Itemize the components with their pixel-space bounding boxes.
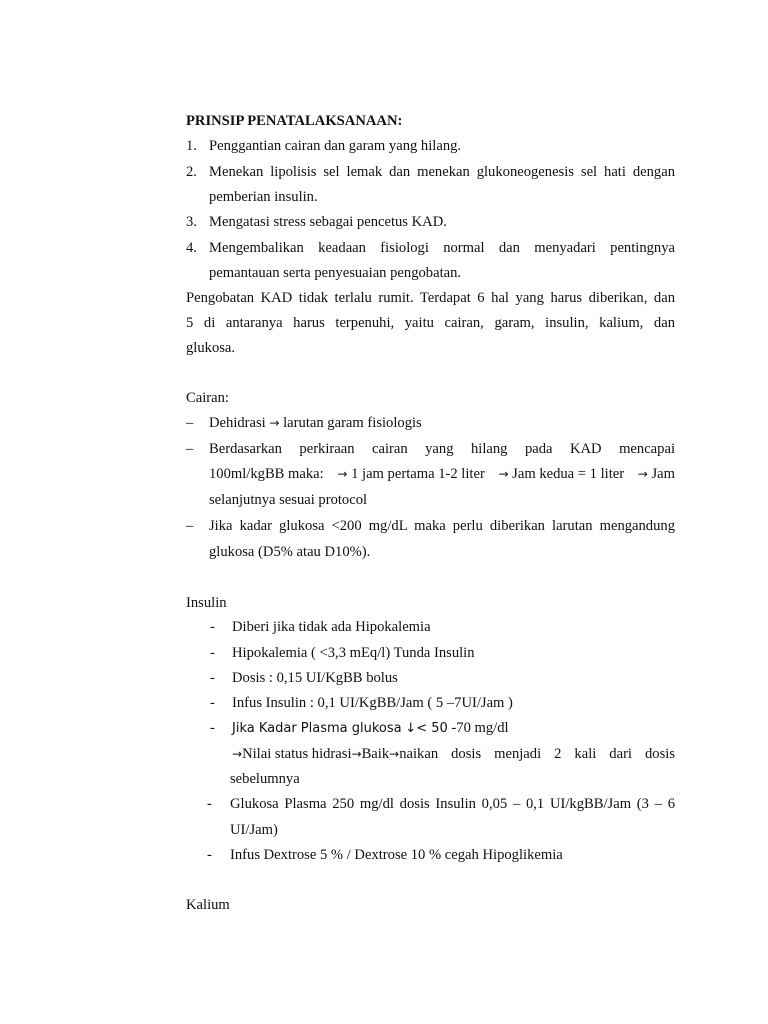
insulin-item: Diberi jika tidak ada Hipokalemia: [232, 619, 431, 635]
insulin-item: UI/Jam): [230, 822, 278, 838]
section-heading: PRINSIP PENATALAKSANAAN:: [186, 113, 403, 129]
paragraph-line: Pengobatan KAD tidak terlalu rumit. Terdapat 6 hal yang harus diberikan, dan: [186, 290, 675, 306]
list-item-text: pemantauan serta penyesuaian pengobatan.: [209, 265, 462, 281]
cairan-item-1: Dehidrasi → larutan garam fisiologis: [209, 415, 422, 431]
dash-bullet: -: [207, 796, 212, 812]
paragraph-line: glukosa.: [186, 340, 236, 356]
cairan-item-3-line: Jika kadar glukosa <200 mg/dL maka perlu diberikan larutan mengandung: [209, 518, 675, 534]
dash-bullet: -: [210, 645, 215, 661]
arrow-right-icon: →: [389, 747, 400, 761]
dash-bullet: -: [207, 847, 212, 863]
insulin-item: Jika Kadar Plasma glukosa ↓< 50 -70 mg/dl: [232, 720, 509, 736]
cairan-item-3-line: glukosa (D5% atau D10%).: [209, 544, 371, 560]
list-number: 2.: [186, 164, 197, 180]
arrow-right-icon: →: [232, 747, 243, 761]
list-number: 4.: [186, 240, 197, 256]
dash-bullet: –: [186, 441, 194, 457]
list-item-text: Penggantian cairan dan garam yang hilang.: [209, 138, 462, 154]
dash-bullet: -: [210, 670, 215, 686]
arrow-right-icon: →: [269, 416, 280, 430]
list-item-text: pemberian insulin.: [209, 189, 318, 205]
list-item-text: Menekan lipolisis sel lemak dan menekan glukoneogenesis sel hati dengan: [209, 164, 675, 180]
insulin-item: Glukosa Plasma 250 mg/dl dosis Insulin 0,05 – 0,1 UI/kgBB/Jam (3 – 6: [230, 796, 675, 812]
dash-bullet: –: [186, 415, 194, 431]
arrow-right-icon: →: [498, 467, 509, 481]
dash-bullet: -: [210, 720, 215, 736]
arrow-right-icon: →: [637, 467, 648, 481]
kalium-heading: Kalium: [186, 897, 230, 913]
dash-bullet: –: [186, 518, 194, 534]
cairan-item-2-line: 100ml/kgBB maka: → 1 jam pertama 1-2 liter → Jam kedua = 1 liter → Jam: [209, 466, 675, 482]
dash-bullet: -: [210, 695, 215, 711]
arrow-right-icon: →: [337, 467, 348, 481]
insulin-sub-line: sebelumnya: [230, 771, 300, 787]
cairan-item-2-line: selanjutnya sesuai protocol: [209, 492, 368, 508]
dash-bullet: -: [210, 619, 215, 635]
cairan-item-2-line: Berdasarkan perkiraan cairan yang hilang pada KAD mencapai: [209, 441, 675, 457]
arrow-down-icon: ↓: [405, 721, 417, 736]
insulin-sub-line: →Nilai status hidrasi→Baik→ naikan dosis menjadi 2 kali dari dosis: [232, 746, 675, 762]
insulin-item: Hipokalemia ( <3,3 mEq/l) Tunda Insulin: [232, 645, 475, 661]
list-item-text: Mengatasi stress sebagai pencetus KAD.: [209, 214, 447, 230]
insulin-item: Infus Dextrose 5 % / Dextrose 10 % cegah Hipoglikemia: [230, 847, 563, 863]
insulin-heading: Insulin: [186, 595, 227, 611]
list-number: 1.: [186, 138, 197, 154]
list-item-text: Mengembalikan keadaan fisiologi normal dan menyadari pentingnya: [209, 240, 675, 256]
list-number: 3.: [186, 214, 197, 230]
arrow-right-icon: →: [351, 747, 362, 761]
insulin-item: Infus Insulin : 0,1 UI/KgBB/Jam ( 5 –7UI/Jam ): [232, 695, 513, 711]
paragraph-line: 5 di antaranya harus terpenuhi, yaitu cairan, garam, insulin, kalium, dan: [186, 315, 675, 331]
insulin-item: Dosis : 0,15 UI/KgBB bolus: [232, 670, 398, 686]
cairan-heading: Cairan:: [186, 390, 229, 406]
